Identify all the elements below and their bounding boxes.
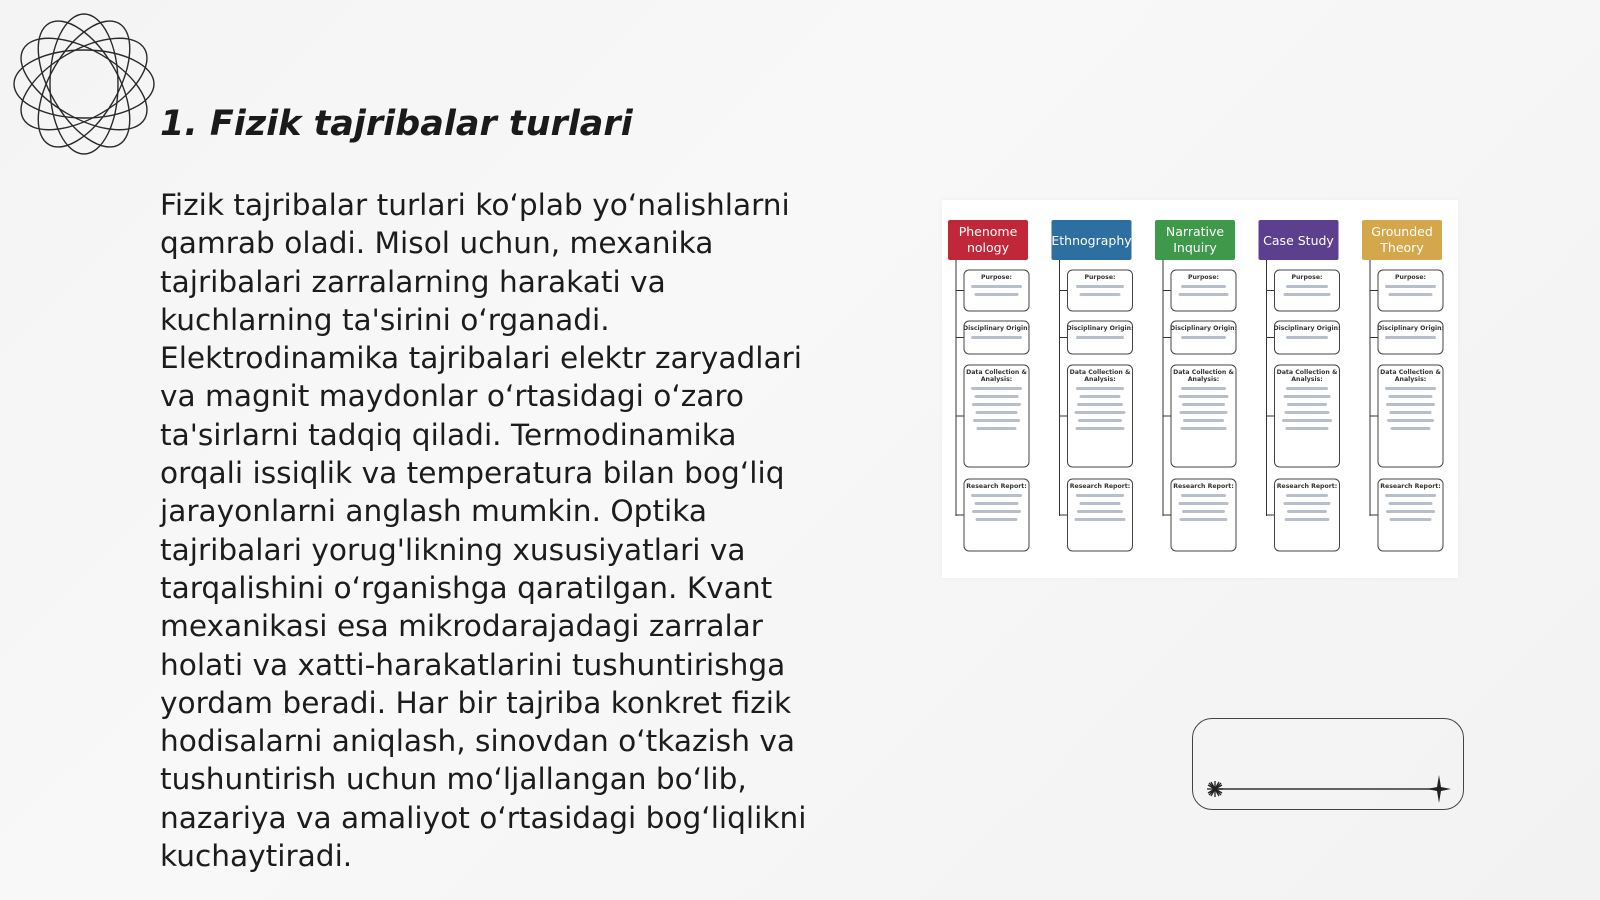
card-text-placeholder [1282, 419, 1332, 422]
card-text-placeholder [975, 502, 1019, 505]
card-label: Disciplinary Origin: [1273, 325, 1341, 332]
card-label: Research Report: [966, 483, 1027, 490]
card-text-placeholder [1077, 403, 1123, 406]
card-label: Research Report: [1276, 483, 1338, 490]
card-text-placeholder [1286, 336, 1328, 339]
card-label: Data Collection & [1069, 369, 1131, 376]
card-label: Analysis: [1187, 376, 1220, 383]
card-text-placeholder [1390, 518, 1432, 521]
research-methods-diagram [942, 200, 1458, 578]
card-text-placeholder [971, 494, 1022, 497]
card-text-placeholder [1180, 518, 1228, 521]
card-text-placeholder [1287, 510, 1327, 513]
card-text-placeholder [972, 510, 1021, 513]
card-text-placeholder [1075, 411, 1126, 414]
card-text-placeholder [1390, 411, 1432, 414]
card-text-placeholder [971, 336, 1022, 339]
column-header-label: Case Study [1263, 233, 1334, 248]
body-text: Fizik tajribalar turlari ko‘plab yo‘nalishlarni qamrab oladi. Misol uchun, mexanika tajribalari zarralarning harakati va kuchlarning ta'sirini o‘rganadi. Elektrodinamika tajribalari elektr zaryadlari va magnit maydonlar o‘rtasidagi o‘zaro ta'sirlarni tadqiq qiladi. Termodinamika orqali issiqlik va temperatura bilan bog‘liq jarayonlarni anglash mumkin. Optika tajribalari yorug'likning xususiyatlari va tarqalishini o‘rganishga qaratilgan. Kvant mexanikasi esa mikrodarajadagi zarralar holati va xatti-harakatlarini tushuntirishga yordam beradi. Har bir tajriba konkret fizik hodisalarni aniqlash, sinovdan o‘tkazish va tushuntirish uchun mo‘ljallangan bo‘lib, nazariya va amaliyot o‘rtasidagi bog‘liqlikni kuchaytiradi. [160, 188, 807, 874]
card-text-placeholder [1179, 502, 1229, 505]
card-text-placeholder [1284, 293, 1331, 296]
column-header-label: Theory [1380, 240, 1424, 255]
card-text-placeholder [1389, 502, 1433, 505]
card-text-placeholder [972, 403, 1021, 406]
card-text-placeholder [1181, 494, 1226, 497]
card-text-placeholder [1385, 387, 1436, 390]
four-point-star-icon [1427, 775, 1451, 803]
card-text-placeholder [1076, 387, 1124, 390]
card-label: Disciplinary Origin: [1376, 325, 1445, 332]
card-text-placeholder [1386, 510, 1435, 513]
card-label: Analysis: [980, 376, 1013, 383]
card-text-placeholder [1076, 285, 1124, 288]
card-text-placeholder [1285, 518, 1330, 521]
card-text-placeholder [1080, 293, 1121, 296]
card-text-placeholder [1284, 395, 1331, 398]
card-text-placeholder [1386, 403, 1435, 406]
card-text-placeholder [976, 518, 1018, 521]
card-label: Disciplinary Origin: [1169, 325, 1238, 332]
slide-title: 1. Fizik tajribalar turlari [160, 104, 633, 144]
diagram-column [948, 220, 1030, 551]
card-text-placeholder [1286, 285, 1328, 288]
card-text-placeholder [1076, 336, 1124, 339]
card-text-placeholder [1181, 336, 1226, 339]
column-header-label: Narrative [1165, 224, 1225, 239]
card-text-placeholder [1078, 419, 1122, 422]
card-text-placeholder [1286, 494, 1328, 497]
diagram-column [1259, 220, 1341, 551]
card-text-placeholder [1183, 419, 1224, 422]
card-text-placeholder [1389, 395, 1433, 398]
card-text-placeholder [1286, 387, 1328, 390]
card-text-placeholder [1076, 494, 1124, 497]
card-text-placeholder [1286, 427, 1329, 430]
card-text-placeholder [1182, 510, 1225, 513]
card-label: Analysis: [1394, 376, 1427, 383]
diagram-canvas [942, 200, 1458, 578]
card-label: Purpose: [1291, 274, 1323, 281]
decorative-slider-frame [1192, 718, 1464, 810]
card-text-placeholder [1287, 403, 1327, 406]
card-text-placeholder [975, 395, 1019, 398]
card-text-placeholder [1075, 518, 1126, 521]
card-text-placeholder [971, 387, 1022, 390]
card-text-placeholder [971, 285, 1022, 288]
card-label: Research Report: [1069, 483, 1131, 490]
card-text-placeholder [976, 411, 1018, 414]
card-text-placeholder [1389, 293, 1433, 296]
card-label: Purpose: [980, 274, 1013, 281]
card-text-placeholder [1385, 285, 1436, 288]
card-label: Research Report: [1173, 483, 1234, 490]
slider-track [1193, 719, 1465, 811]
card-text-placeholder [977, 427, 1017, 430]
diagram-column [1362, 220, 1444, 551]
card-label: Purpose: [1084, 274, 1116, 281]
card-text-placeholder [1285, 411, 1330, 414]
interlocking-ellipses-icon [10, 10, 158, 158]
card-label: Disciplinary Origin: [1066, 325, 1134, 332]
card-text-placeholder [1077, 510, 1123, 513]
card-text-placeholder [1182, 403, 1225, 406]
card-label: Research Report: [1380, 483, 1441, 490]
card-label: Analysis: [1291, 376, 1323, 383]
card-label: Disciplinary Origin: [962, 325, 1031, 332]
card-label: Data Collection & [966, 369, 1027, 376]
card-text-placeholder [1385, 336, 1436, 339]
column-header-label: nology [966, 240, 1010, 255]
card-text-placeholder [1076, 427, 1125, 430]
card-text-placeholder [973, 419, 1020, 422]
card-label: Data Collection & [1276, 369, 1338, 376]
card-label: Analysis: [1084, 376, 1116, 383]
card-label: Purpose: [1394, 274, 1427, 281]
card-text-placeholder [975, 293, 1019, 296]
card-text-placeholder [1179, 395, 1229, 398]
card-label: Data Collection & [1173, 369, 1234, 376]
card-text-placeholder [1080, 395, 1121, 398]
card-text-placeholder [1181, 285, 1226, 288]
card-text-placeholder [1387, 419, 1434, 422]
card-text-placeholder [1180, 411, 1228, 414]
card-text-placeholder [1179, 293, 1229, 296]
card-text-placeholder [1391, 427, 1431, 430]
column-header-label: Ethnography [1051, 233, 1132, 248]
card-text-placeholder [1181, 387, 1226, 390]
diagram-column [1051, 220, 1133, 551]
column-header-label: Grounded [1371, 224, 1433, 239]
sparkle-icon [1207, 781, 1223, 797]
card-text-placeholder [1080, 502, 1121, 505]
column-header-label: Inquiry [1173, 240, 1217, 255]
card-text-placeholder [1284, 502, 1331, 505]
column-header-label: Phenome [958, 224, 1018, 239]
card-text-placeholder [1181, 427, 1227, 430]
card-label: Purpose: [1187, 274, 1220, 281]
card-text-placeholder [1385, 494, 1436, 497]
card-label: Data Collection & [1380, 369, 1441, 376]
diagram-column [1155, 220, 1237, 551]
